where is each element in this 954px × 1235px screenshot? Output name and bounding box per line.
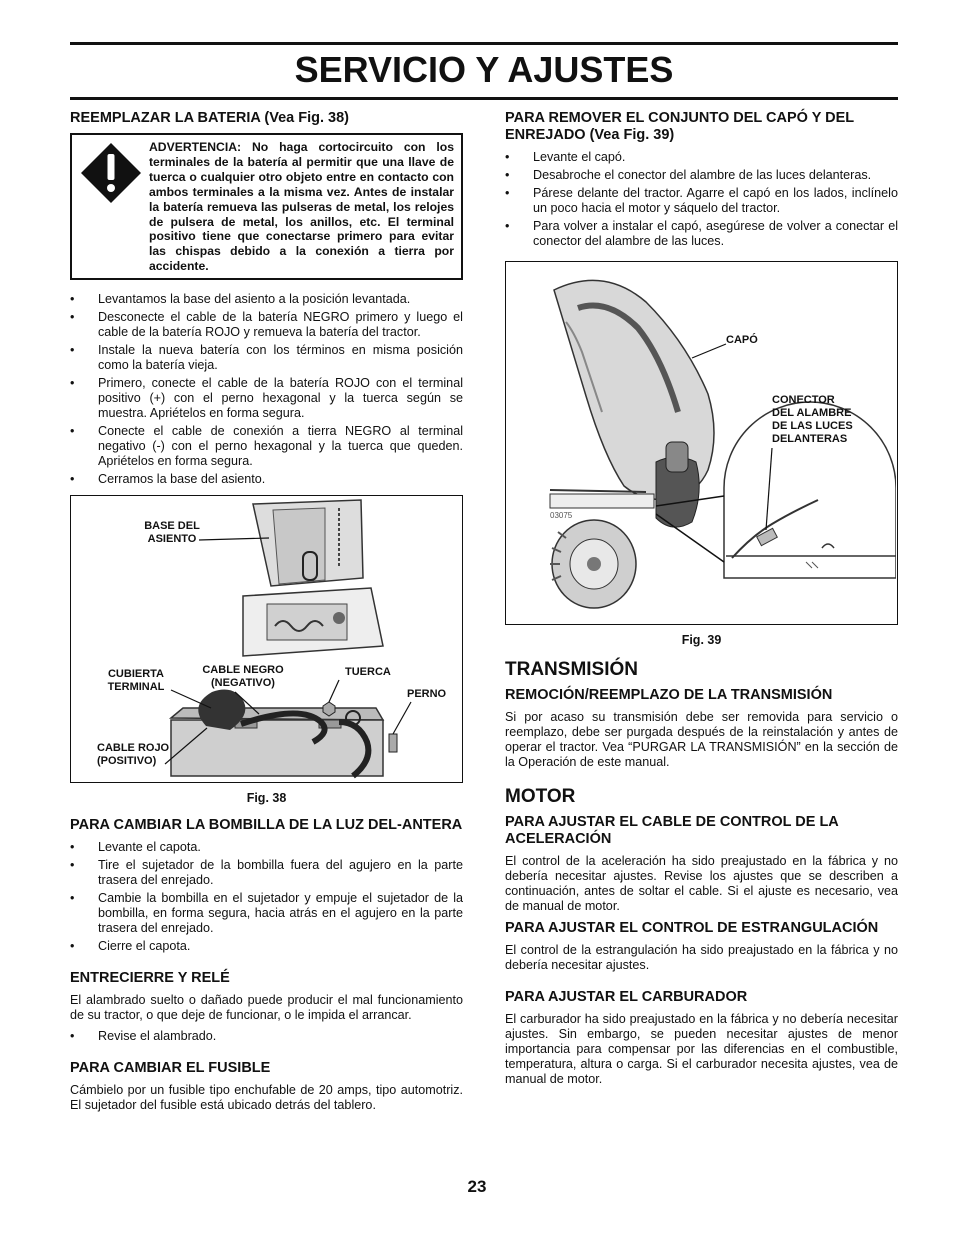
warning-text: ADVERTENCIA: No haga cortocircuito con los terminales de la batería al permitir que una llave de tuerca o cualquier otro objeto entre en contacto con ambos terminales a la misma vez. Antes de instalar la batería remueva las pulseras de metal, los relojes de pulsera de metal, los anillos, etc. El terminal positivo tiene que conectarse primero para evitar las chispas debido a la conexión a tierra por accidente.	[149, 140, 454, 274]
list-item: • Cierre el capota.	[70, 939, 463, 954]
list-item: • Desabroche el conector del alambre de las luces delanteras.	[505, 168, 898, 183]
hood-steps	[505, 150, 898, 249]
label-hood: CAPÓ	[726, 334, 758, 346]
list-item: • Levante el capota.	[70, 840, 463, 855]
figure-38-caption: Fig. 38	[246, 791, 287, 805]
choke-heading: PARA AJUSTAR EL CONTROL DE ESTRANGULACIÓN	[505, 920, 879, 936]
list-item: • Cambie la bombilla en el sujetador y empuje el sujetador de la bombilla, en forma segura, hacia atrás en el agujero en la parte trasera del enrejado.	[70, 891, 463, 936]
label-connector	[772, 394, 853, 446]
list-item: • Instale la nueva batería con los términos en misma posición como la batería vieja.	[70, 343, 463, 373]
label-bolt: PERNO	[407, 688, 447, 700]
part-code: 03075	[550, 511, 573, 520]
label-terminal-cover	[99, 668, 173, 694]
label-line: CABLE ROJO	[97, 742, 170, 754]
label-line: DEL ALAMBRE	[772, 407, 852, 419]
list-item: • Levante el capó.	[505, 150, 898, 165]
motor-title: MOTOR	[505, 786, 576, 807]
interlock-text: El alambrado suelto o dañado puede producir el mal funcionamiento de su tractor, o que deje de funcionar, o le impida el arrancar.	[70, 993, 463, 1022]
label-line: (NEGATIVO)	[211, 677, 275, 689]
transmission-text: Si por acaso su transmisión debe ser removida para servicio o reemplazo, debe ser purgada después de la reinstalación y antes de operar el tractor. Vea “PURGAR LA TRANSMISIÓN” en la sección de la Operación de este manual.	[505, 710, 898, 769]
battery-illustration	[71, 496, 461, 782]
warning-icon	[78, 140, 144, 206]
label-line: BASE DEL	[144, 520, 200, 532]
fuse-text: Cámbielo por un fusible tipo enchufable de 20 amps, tipo automotriz. El sujetador del fusible está ubicado detrás del tablero.	[70, 1083, 463, 1112]
battery-heading: REEMPLAZAR LA BATERIA (Vea Fig. 38)	[70, 110, 350, 126]
interlock-steps	[70, 1029, 463, 1044]
list-item: • Desconecte el cable de la batería NEGRO primero y luego el cable de la batería ROJO y remueva la batería del tractor.	[70, 310, 463, 340]
fuse-heading: PARA CAMBIAR EL FUSIBLE	[70, 1060, 271, 1076]
throttle-heading: PARA AJUSTAR EL CABLE DE CONTROL DE LA ACELERACIÓN	[505, 814, 839, 847]
list-item: • Primero, conecte el cable de la batería ROJO con el terminal positivo (+) con el perno hexagonal y la tuerca según se muestra. Apriételos en forma segura.	[70, 376, 463, 421]
figure-38	[70, 495, 463, 783]
title-underline	[70, 97, 898, 100]
hood-heading: PARA REMOVER EL CONJUNTO DEL CAPÓ Y DEL ENREJADO (Vea Fig. 39)	[505, 110, 854, 143]
label-line: DELANTERAS	[772, 433, 848, 445]
list-item: • Párese delante del tractor. Agarre el capó en los lados, inclínelo un poco hacia el motor y sáquelo del tractor.	[505, 186, 898, 216]
list-item: • Revise el alambrado.	[70, 1029, 463, 1044]
list-item: • Para volver a instalar el capó, asegúrese de volver a conectar el conector del alambre de las luces.	[505, 219, 898, 249]
left-column	[70, 110, 463, 1119]
list-item: • Tire el sujetador de la bombilla fuera del agujero en la parte trasera del enrejado.	[70, 858, 463, 888]
top-rule	[70, 42, 898, 45]
page-title: SERVICIO Y AJUSTES	[294, 49, 674, 90]
carb-heading: PARA AJUSTAR EL CARBURADOR	[505, 989, 748, 1005]
list-item: • Cerramos la base del asiento.	[70, 472, 463, 487]
label-line: CABLE NEGRO	[202, 664, 284, 676]
label-black-cable	[193, 664, 293, 690]
label-line: DE LAS LUCES	[772, 420, 853, 432]
list-item: • Levantamos la base del asiento a la posición levantada.	[70, 292, 463, 307]
carb-text: El carburador ha sido preajustado en la fábrica y no debería necesitar ajustes. Sin embargo, se pueden necesitar ajustes de menor importancia para compensar por las diferencias en el combustible, temperatura, altura o carga. Si el carburador necesita ajustes, vea de manual de motor.	[505, 1012, 898, 1086]
page-number: 23	[467, 1177, 487, 1196]
interlock-heading: ENTRECIERRE Y RELÉ	[70, 970, 230, 986]
label-line: (POSITIVO)	[97, 755, 157, 767]
label-line: TERMINAL	[107, 681, 165, 693]
bulb-steps	[70, 840, 463, 954]
throttle-text: El control de la aceleración ha sido preajustado en la fábrica y no debería necesitar ajustes. Revise los ajustes que se describen a continuación, antes de soltar el cable. Si el ajuste es necesario, vea de manual de motor.	[505, 854, 898, 913]
label-line: CUBIERTA	[107, 668, 164, 680]
transmission-heading: REMOCIÓN/REEMPLAZO DE LA TRANSMISIÓN	[505, 687, 833, 703]
label-line: CONECTOR	[772, 394, 835, 406]
right-column	[505, 110, 898, 1093]
transmission-title: TRANSMISIÓN	[505, 659, 638, 680]
label-red-cable	[97, 742, 169, 768]
label-nut: TUERCA	[345, 666, 391, 678]
label-seat-base	[137, 520, 207, 546]
figure-39	[505, 261, 898, 625]
bulb-heading: PARA CAMBIAR LA BOMBILLA DE LA LUZ DEL-ANTERA	[70, 817, 463, 833]
warning-box	[70, 133, 463, 280]
battery-steps	[70, 292, 463, 487]
choke-text: El control de la estrangulación ha sido preajustado en la fábrica y no debería necesitar ajustes.	[505, 943, 898, 972]
label-line: ASIENTO	[147, 533, 197, 545]
figure-39-caption: Fig. 39	[681, 633, 722, 647]
list-item: • Conecte el cable de conexión a tierra NEGRO al terminal negativo (-) con el perno hexagonal y la tuerca que queden. Apriételos en forma segura.	[70, 424, 463, 469]
